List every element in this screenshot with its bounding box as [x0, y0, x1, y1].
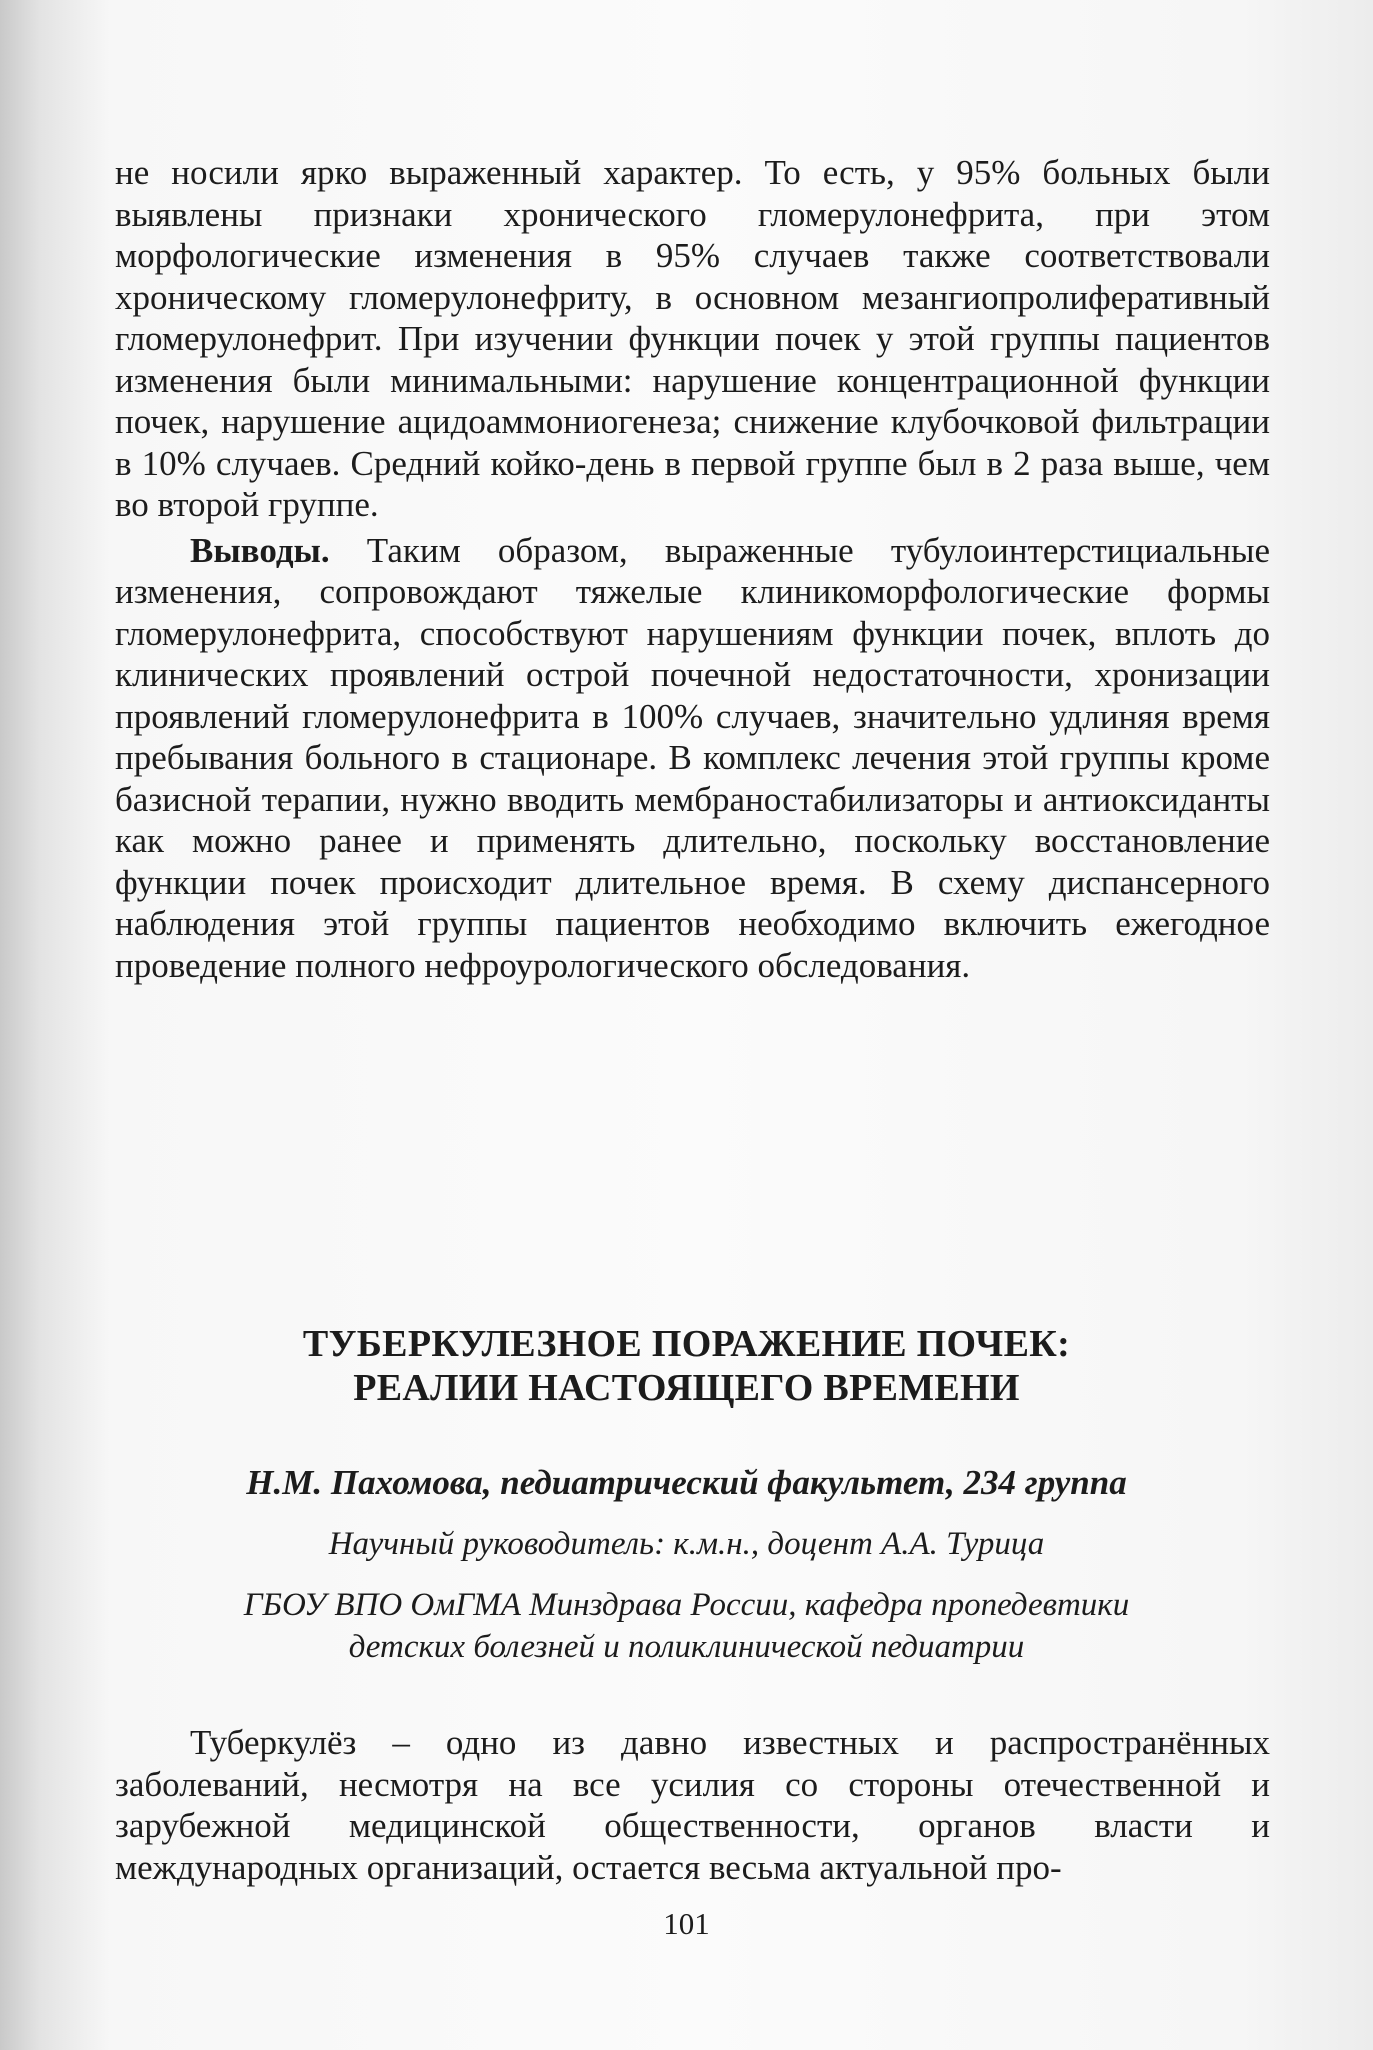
article-title: [0, 1322, 1373, 1410]
article-title-line-1: ТУБЕРКУЛЕЗНОЕ ПОРАЖЕНИЕ ПОЧЕК:: [302, 1323, 1071, 1365]
article-author: Н.М. Пахомова, педиатрический факультет, 234 группа: [246, 1463, 1127, 1502]
intro-text-block: [115, 1722, 1270, 1888]
results-paragraph: не носили ярко выраженный характер. То есть, у 95% больных были выявлены признаки хронического гломерулонефрита, при этом морфологические изменения в 95% случаев также соответствовали хроническому гломерулонефриту, в основном мезангиопролиферативный гломерулонефрит. При изучении функции почек у этой группы пациентов изменения были минимальными: нарушение концентрационной функции почек, нарушение ацидоаммониогенеза; снижение клубочковой фильтрации в 10% случаев. Средний койко-день в первой группе был в 2 раза выше, чем во второй группе.: [115, 153, 1270, 524]
page-number: 101: [663, 1906, 710, 1941]
affiliation-line-1: ГБОУ ВПО ОмГМА Минздрава России, кафедра пропедевтики: [243, 1587, 1130, 1623]
conclusion-label: Выводы.: [190, 530, 330, 570]
conclusion-paragraph: [115, 530, 1270, 987]
affiliation-line-2: детских болезней и поликлинической педиатрии: [348, 1629, 1025, 1665]
affiliation: [0, 1584, 1373, 1668]
intro-paragraph: Туберкулёз – одно из давно известных и распространённых заболеваний, несмотря на все усилия со стороны отечественной и зарубежной медицинской общественности, органов власти и международных организаций, остается весьма актуальной про-: [115, 1723, 1270, 1887]
results-text-block: [115, 152, 1270, 986]
article-title-line-2: РЕАЛИИ НАСТОЯЩЕГО ВРЕМЕНИ: [353, 1367, 1020, 1409]
scientific-supervisor: Научный руководитель: к.м.н., доцент А.А. Турица: [328, 1526, 1045, 1562]
conclusion-text: Таким образом, выраженные тубулоинтерстициальные изменения, сопровождают тяжелые клиникоморфологические формы гломерулонефрита, способствуют нарушениям функции почек, вплоть до клинических проявлений острой почечной недостаточности, хронизации проявлений гломерулонефрита в 100% случаев, значительно удлиняя время пребывания больного в стационаре. В комплекс лечения этой группы кроме базисной терапии, нужно вводить мембраностабилизаторы и антиоксиданты как можно ранее и применять длительно, поскольку восстановление функции почек происходит длительное время. В схему диспансерного наблюдения этой группы пациентов необходимо включить ежегодное проведение полного нефроурологического обследования.: [115, 530, 1270, 985]
